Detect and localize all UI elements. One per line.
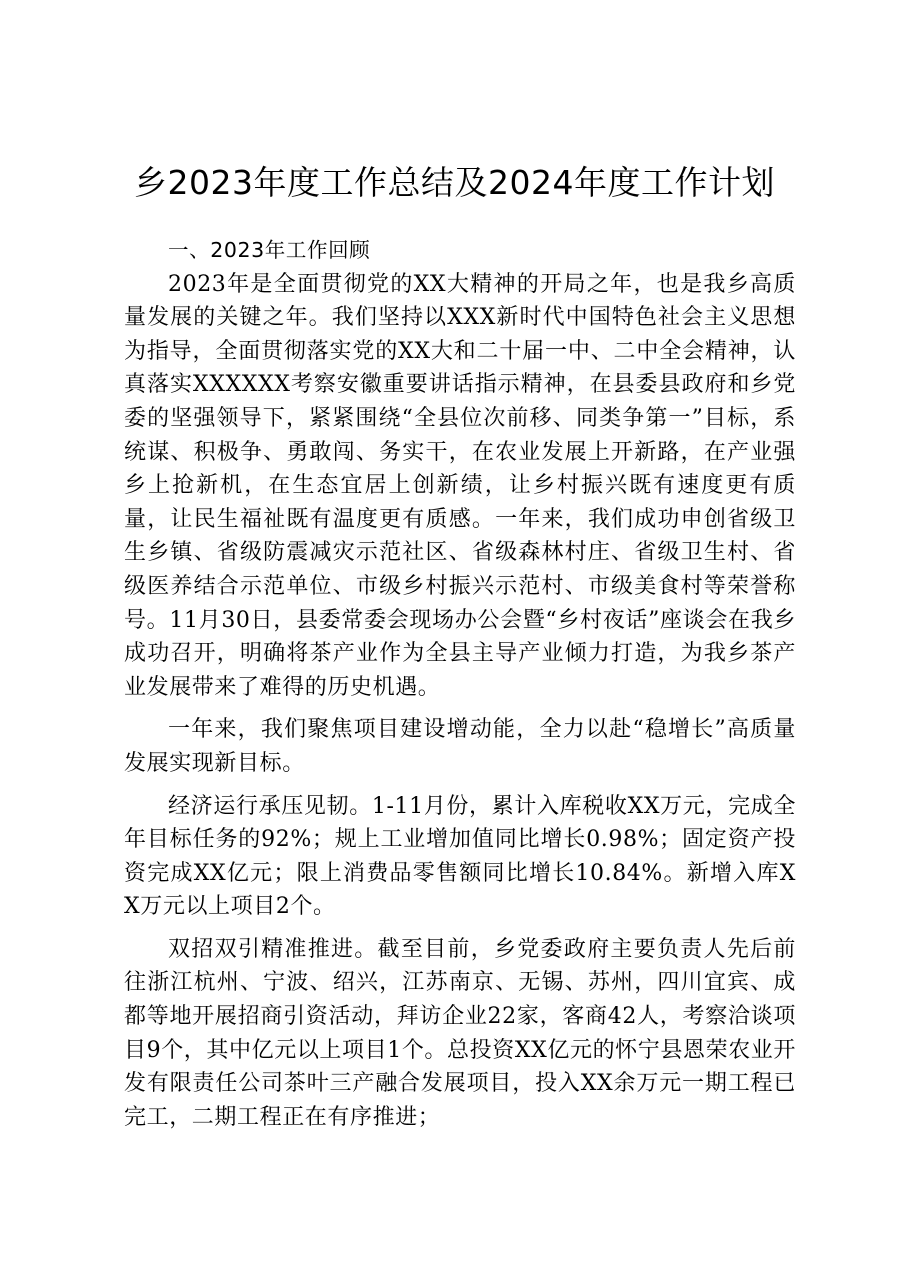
paragraph-investment: 双招双引精准推进。截至目前，乡党委政府主要负责人先后前往浙江杭州、宁波、绍兴，江苏南京、无锡、苏州，四川宜宾、成都等地开展招商引资活动，拜访企业22家，客商42人，考察洽谈项目9个，其中亿元以上项目1个。总投资XX亿元的怀宁县恩荣农业开发有限责任公司茶叶三产融合发展项目，投入XX余万元一期工程已完工，二期工程正在有序推进； <box>124 936 796 1130</box>
document-title: 乡2023年度工作总结及2024年度工作计划 <box>134 163 775 202</box>
paragraph-overview: 2023年是全面贯彻党的XX大精神的开局之年，也是我乡高质量发展的关键之年。我们坚持以XXX新时代中国特色社会主义思想为指导，全面贯彻落实党的XX大和二十届一中、二中全会精神，认真落实XXXXXX考察安徽重要讲话指示精神，在县委县政府和乡党委的坚强领导下，紧紧围绕“全县位次前移、同类争第一”目标，系统谋、积极争、勇敢闯、务实干，在农业发展上开新路，在产业强乡上抢新机，在生态宜居上创新绩，让乡村振兴既有速度更有质量，让民生福祉既有温度更有质感。一年来，我们成功申创省级卫生乡镇、省级防震减灾示范社区、省级森林村庄、省级卫生村、省级医养结合示范单位、市级乡村振兴示范村、市级美食村等荣誉称号。11月30日，县委常委会现场办公会暨“乡村夜话”座谈会在我乡成功召开，明确将茶产业作为全县主导产业倾力打造，为我乡茶产业发展带来了难得的历史机遇。 <box>124 271 796 700</box>
paragraph-economy: 经济运行承压见韧。1-11月份，累计入库税收XX万元，完成全年目标任务的92%；规上工业增加值同比增长0.98%；固定资产投资完成XX亿元；限上消费品零售额同比增长10.84%。新增入库XX万元以上项目2个。 <box>124 793 796 920</box>
section-heading: 一、2023年工作回顾 <box>168 238 371 262</box>
document-body <box>124 234 796 1143</box>
paragraph-project-focus: 一年来，我们聚焦项目建设增动能，全力以赴“稳增长”高质量发展实现新目标。 <box>124 717 796 776</box>
